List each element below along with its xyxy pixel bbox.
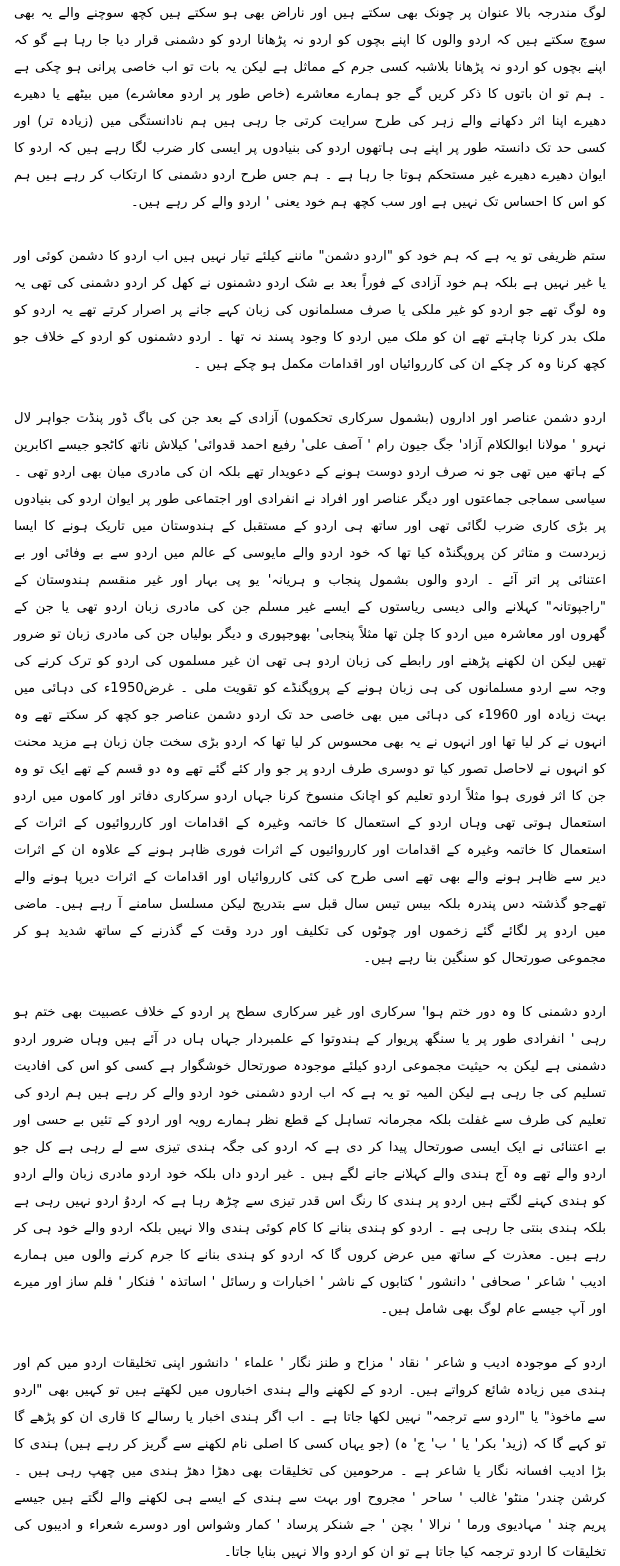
paragraph-3: اردو دشمن عناصر اور اداروں (بشمول سرکاری تحکموں) آزادی کے بعد جن کی باگ ڈور پنڈت جواہر لال نہرو ' مولانا ابوالکلام آزاد' جگ جیون رام ' آصف علی' رفیع احمد قدوائی' کیلاش ناتھ کاٹجو جیسے اکابرین کے ہاتھ میں تھی جو نہ صرف اردو دوست ہونے کے دعویدار تھے بلکہ ان کی مادری میان بھی اردو تھی ۔ سیاسی سماجی جماعتوں اور دیگر عناصر اور افراد نے انفرادی اور اجتماعی طور پر ایوان اردو کی بنیادوں پر بڑی کاری ضرب لگائی تھی اور ساتھ ہی اردو کے مستقبل کے ہندوستان میں تاریک ہونے کا ایسا زبردست و متاثر کن پروپگنڈہ کیا تھا کہ خود اردو والے مایوسی کے عالم میں اردو سے بے وفائی اور بے اعتنائی پر اتر آئے ۔ اردو والوں بشمول پنجاب و ہریانہ' یو پی بہار اور غیر منقسم ہندوستان کے "راجپوتانہ" کہلانے والی دیسی ریاستوں کے ایسے غیر مسلم جن کی مادری زبان اردو تھی یا جن کے گھروں اور معاشرہ میں اردو کا چلن تھا مثلاً پنجابی' بھوجپوری و دیگر بولیاں جن کی مادری زبان تو ضرور تھیں لیکن ان لکھنے پڑھنے اور رابطے کی زبان اردو ہی تھی ان غیر مسلموں کی اردو کو ترک کرنے کی وجہ سے اردو مسلمانوں کی ہی زبان ہونے کے پروپگنڈے کو تقویت ملی ۔ غرض1950ء کی دہائی میں بہت زیادہ اور 1960ء کی دہائی میں بھی خاصی حد تک اردو دشمن عناصر جو کچھ کر سکتے تھے وہ انہوں نے کر لیا تھا اور انہوں نے یہ بھی محسوس کر لیا تھا کہ اردو بڑی سخت جان زبان ہے مزید محنت کو انہوں نے لاحاصل تصور کیا تو دوسری طرف اردو پر جو وار کئے گئے تھے وہ دو قسم کے تھے ایک تو وہ جن کا اثر فوری ہوا مثلاً اردو تعلیم کو اچانک منسوخ کرنا جہاں اردو سرکاری دفاتر اور کاموں میں اردو استعمال ہوتی تھی وہاں اردو کے استعمال کا خاتمہ وغیرہ کے اقدامات اور کارروائیوں کے اثرات کے استعمال کا خاتمہ وغیرہ کے اقدامات اور کارروائیوں کے اثرات فوری ظاہر ہونے کے علاوہ ان کے اثرات دیر سے ظاہر ہونے والے بھی تھے اسی طرح کی کئی کارروائیاں اور اقدامات کے اثرات دیرپا ہونے والے تھےجو گذشتہ دس پندرہ بلکہ بیس تیس سال قبل سے بتدریج لیکن مسلسل سامنے آ رہے ہیں۔ ماضی میں اردو پر لگائے گئے زخموں اور چوٹوں کی تکلیف اور درد وقت کے گذرنے کے ساتھ شدید ہو کر مجموعی صورتحال کو سنگین بنا رہے ہیں۔ (14, 411, 607, 966)
paragraph-2: ستم ظریفی تو یہ ہے کہ ہم خود کو "اردو دشمن" ماننے کیلئے تیار نہیں ہیں اب اردو کا دشمن کوئی اور یا غیر نہیں ہے بلکہ ہم خود آزادی کے فوراً بعد بے شک اردو دشمنوں نے کھل کر اردو دشمنی کی تھی یہ وہ لوگ تھے جو اردو کو غیر ملکی یا صرف مسلمانوں کی زبان کہے جانے پر اصرار کرتے تھے یہ اردو کو ملک بدر کرنا چاہتے تھے ان کو ملک میں اردو کا وجود پسند نہ تھا ۔ اردو دشمنوں کو اردو کے خلاف جو کچھ کرنا وہ کر چکے ان کی کارروائیاں اور اقدامات مکمل ہو چکے ہیں ۔ (14, 249, 606, 372)
paragraph-5: اردو کے موجودہ ادیب و شاعر ' نقاد ' مزاح و طنز نگار ' علماء ' دانشور اپنی تخلیقات اردو میں کم اور ہندی میں زیادہ شائع کرواتے ہیں۔ اردو کے لکھنے والے ہندی اخباروں میں لکھتے ہیں تو کہیں بھی "اردو سے ماخوذ" یا "اردو سے ترجمہ" نہیں لکھا جاتا ہے ۔ اب اگر ہندی اخبار یا رسالے کا قاری ان کو پڑھے گا تو کہے گا کہ (زید' بکر' یا ' ب' ج' ہ) (جو یہاں کسی کا اصلی نام لکھنے سے گریز کر رہے ہیں) ہندی کا بڑا ادیب افسانہ نگار یا شاعر ہے ۔ مرحومین کی تخلیقات بھی دھڑا دھڑ ہندی میں چھپ رہی ہیں ۔ کرشن چندر' منٹو' غالب ' ساحر ' مجروح اور بہت سے ہندی کے ایسے ہی لکھنے والے لگتے ہیں جیسے پریم چند ' مہادیوی ورما ' نرالا ' بچن ' جے شنکر پرساد ' کمار وشواس اور دوسرے شعراء و ادیبوں کی تخلیقات کا اردو ترجمہ کیا جاتا ہے تو ان کو اردو والا نہیں بنایا جاتا۔ (14, 1356, 606, 1560)
paragraph-4: اردو دشمنی کا وہ دور ختم ہوا' سرکاری اور غیر سرکاری سطح پر اردو کے خلاف عصبیت بھی ختم ہو رہی ' انفرادی طور پر یا سنگھ پریوار کے ہندوتوا کے علمبردار جہاں ہاں در آئے ہیں وہاں ضرور اردو دشمنی ہے لیکن بہ حیثیت مجموعی اردو کیلئے موجودہ صورتحال خوشگوار ہے کسی کو اس کی افادیت تسلیم کی جا رہی ہے لیکن المیہ تو یہ ہے کہ اب اردو دشمنی خود اردو والے کر رہے ہیں ہم اردو کی تعلیم کی طرف سے غفلت بلکہ مجرمانہ تساہل کے قطع نظر ہمارے رویہ اور اردو کے تئیں بے حسی اور بے اعتنائی نے ایک ایسی صورتحال پیدا کر دی ہے کہ اردو کی جگہ ہندی تیزی سے لے رہی ہے کل جو اردو والے تھے وہ آج ہندی والے کہلانے جانے لگے ہیں ۔ غیر اردو داں بلکہ خود اردو مادری زبان والے اردو کو ہندی کہنے لگتے ہیں اردو پر ہندی کا رنگ اس قدر تیزی سے چڑھ رہا ہے کہ اردوُ اردو نہیں رہی ہے بلکہ ہندی بنتی جا رہی ہے ۔ اردو کو ہندی بنانے کا کام کوئی ہندی والا نہیں بلکہ اردو والے خود ہی کر رہے ہیں۔ معذرت کے ساتھ میں عرض کروں گا کہ اردو کو ہندی بنانے کا جرم کرنے والوں میں ہمارے ادیب ' شاعر ' صحافی ' دانشور ' کتابوں کے ناشر ' اخبارات و رسائل ' اساتذہ ' فنکار ' فلم ساز اور میرے اور آپ جیسے عام لوگ بھی شامل ہیں۔ (14, 1005, 606, 1317)
paragraph-1: لوگ مندرجہ بالا عنوان پر چونک بھی سکتے ہیں اور ناراض بھی ہو سکتے ہیں کچھ سوچنے والے یہ بھی سوچ سکتے ہیں کہ اردو والوں کا اپنے بچوں کو اردو نہ پڑھانا اردو کو دشمنی قرار دیا جا رہا ہے گو کہ اپنے بچوں کو اردو نہ پڑھانا بلاشبہ کسی جرم کے مماثل ہے لیکن یہ بات تو اب خاصی پرانی ہو چکی ہے ۔ ہم تو ان باتوں کا ذکر کریں گے جو ہمارے معاشرے (خاص طور پر اردو معاشرے) میں بیٹھے یا دھیرے دھیرے اپنا اثر دکھانے والے زہر کی طرح سرایت کرتی جا رہی ہیں ہم نادانستگی میں (زیادہ تر) اور کسی حد تک دانستہ طور پر اپنے ہی ہاتھوں اردو کی بنیادوں پر ایسی کار ضرب لگا رہے ہیں کہ اردو کا ایوان دھیرے دھیرے غیر مستحکم ہوتا جا رہا ہے ۔ ہم جس طرح اردو دشمنی کا ارتکاب کر رہے ہیں ہم کو اس کا احساس تک نہیں ہے اور سب کچھ ہم خود یعنی ' اردو والے کر رہے ہیں۔ (14, 6, 606, 210)
